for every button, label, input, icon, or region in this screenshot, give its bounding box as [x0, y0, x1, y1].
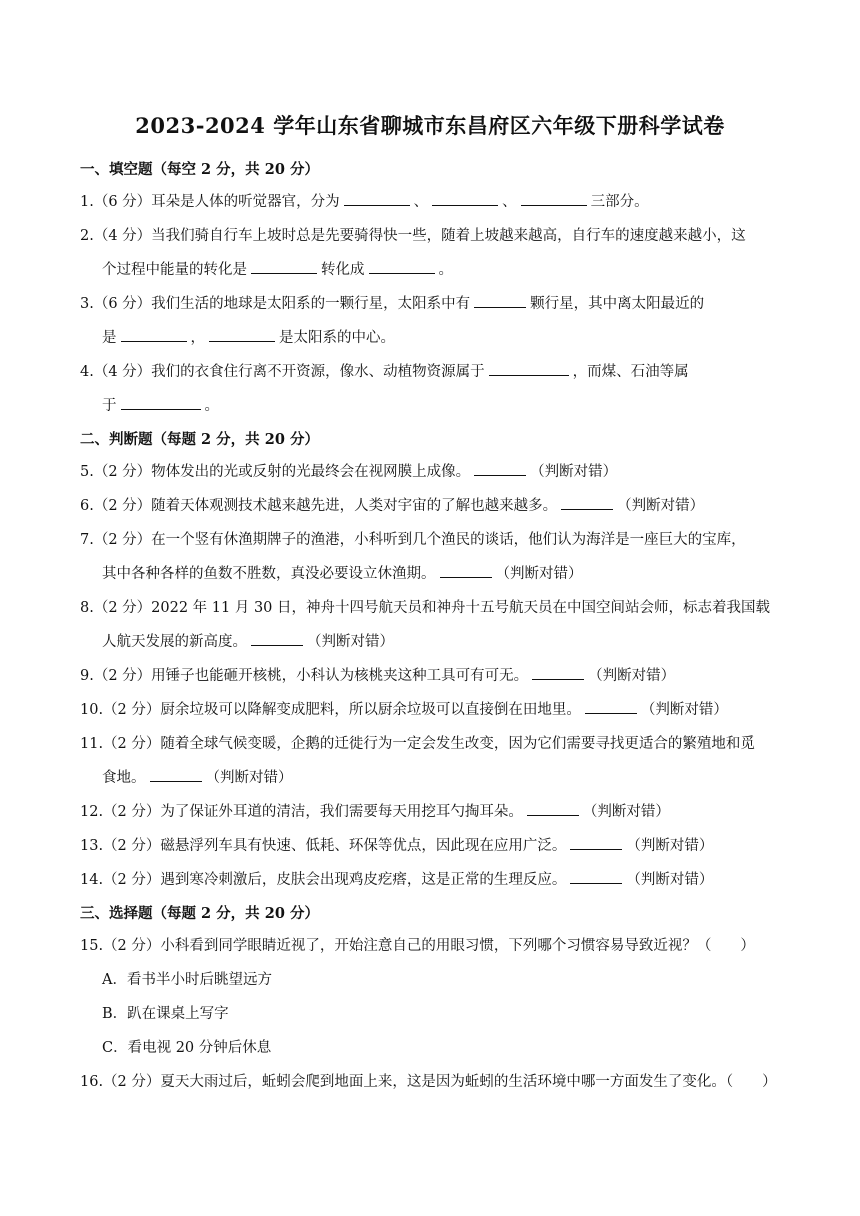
question-3-line-2: 是 ， 是太阳系的中心。 [102, 326, 802, 347]
answer-blank[interactable] [527, 801, 579, 816]
question-15: 15.（2 分）小科看到同学眼睛近视了，开始注意自己的用眼习惯，下列哪个习惯容易导致近视？（ ） [80, 938, 755, 954]
answer-blank[interactable] [570, 869, 622, 884]
question-5: 5.（2 分）物体发出的光或反射的光最终会在视网膜上成像。 （判断对错） [80, 460, 780, 481]
question-4-line-1: 4.（4 分）我们的衣食住行离不开资源，像水、动植物资源属于 ，而煤、石油等属 [80, 360, 780, 381]
answer-blank[interactable] [344, 191, 410, 206]
question-16: 16.（2 分）夏天大雨过后，蚯蚓会爬到地面上来，这是因为蚯蚓的生活环境中哪一方面发生了变化。（ ） [80, 1074, 777, 1090]
section-true-false: 二、判断题（每题 2 分，共 20 分） [80, 431, 319, 448]
option-a[interactable]: A．看书半小时后眺望远方 [102, 972, 272, 988]
question-7-line-1: 7.（2 分）在一个竖有休渔期牌子的渔港，小科听到几个渔民的谈话，他们认为海洋是一座巨大的宝库， [80, 532, 746, 548]
answer-blank[interactable] [432, 191, 498, 206]
question-10: 10.（2 分）厨余垃圾可以降解变成肥料，所以厨余垃圾可以直接倒在田地里。 （判断对错） [80, 698, 780, 719]
question-14: 14.（2 分）遇到寒冷刺激后，皮肤会出现鸡皮疙瘩，这是正常的生理反应。 （判断对错） [80, 868, 780, 889]
answer-blank[interactable] [532, 665, 584, 680]
answer-blank[interactable] [561, 495, 613, 510]
option-c[interactable]: C．看电视 20 分钟后休息 [102, 1040, 272, 1056]
question-11-line-2: 食地。 （判断对错） [102, 766, 802, 787]
answer-blank[interactable] [585, 699, 637, 714]
section-multiple-choice: 三、选择题（每题 2 分，共 20 分） [80, 905, 319, 922]
answer-blank[interactable] [474, 461, 526, 476]
question-11-line-1: 11.（2 分）随着全球气候变暖，企鹅的迁徙行为一定会发生改变，因为它们需要寻找更适合的繁殖地和觅 [80, 736, 755, 752]
answer-blank[interactable] [121, 327, 187, 342]
answer-blank[interactable] [150, 767, 202, 782]
question-1: 1.（6 分）耳朵是人体的听觉器官，分为 、 、 三部分。 [80, 190, 780, 211]
option-b[interactable]: B．趴在课桌上写字 [102, 1006, 229, 1022]
answer-blank[interactable] [489, 361, 569, 376]
question-2-line-1: 2.（4 分）当我们骑自行车上坡时总是先要骑得快一些，随着上坡越来越高，自行车的速度越来越小，这 [80, 228, 746, 244]
answer-blank[interactable] [121, 395, 201, 410]
answer-blank[interactable] [369, 259, 435, 274]
answer-blank[interactable] [251, 631, 303, 646]
question-9: 9.（2 分）用锤子也能砸开核桃，小科认为核桃夹这种工具可有可无。 （判断对错） [80, 664, 780, 685]
answer-blank[interactable] [251, 259, 317, 274]
question-8-line-1: 8.（2 分）2022 年 11 月 30 日，神舟十四号航天员和神舟十五号航天员在中国空间站会师，标志着我国载 [80, 600, 771, 616]
answer-blank[interactable] [209, 327, 275, 342]
answer-blank[interactable] [521, 191, 587, 206]
question-4-line-2: 于 。 [102, 394, 802, 415]
answer-blank[interactable] [440, 563, 492, 578]
question-8-line-2: 人航天发展的新高度。 （判断对错） [102, 630, 802, 651]
question-12: 12.（2 分）为了保证外耳道的清洁，我们需要每天用挖耳勺掏耳朵。 （判断对错） [80, 800, 780, 821]
question-3-line-1: 3.（6 分）我们生活的地球是太阳系的一颗行星，太阳系中有 颗行星，其中离太阳最近的 [80, 292, 780, 313]
page-title: 2023-2024 学年山东省聊城市东昌府区六年级下册科学试卷 [135, 113, 725, 138]
question-6: 6.（2 分）随着天体观测技术越来越先进，人类对宇宙的了解也越来越多。 （判断对错） [80, 494, 780, 515]
question-7-line-2: 其中各种各样的鱼数不胜数，真没必要设立休渔期。 （判断对错） [102, 562, 802, 583]
question-13: 13.（2 分）磁悬浮列车具有快速、低耗、环保等优点，因此现在应用广泛。 （判断对错） [80, 834, 780, 855]
answer-blank[interactable] [474, 293, 526, 308]
answer-blank[interactable] [570, 835, 622, 850]
section-fill-in: 一、填空题（每空 2 分，共 20 分） [80, 161, 319, 178]
question-2-line-2: 个过程中能量的转化是 转化成 。 [102, 258, 802, 279]
